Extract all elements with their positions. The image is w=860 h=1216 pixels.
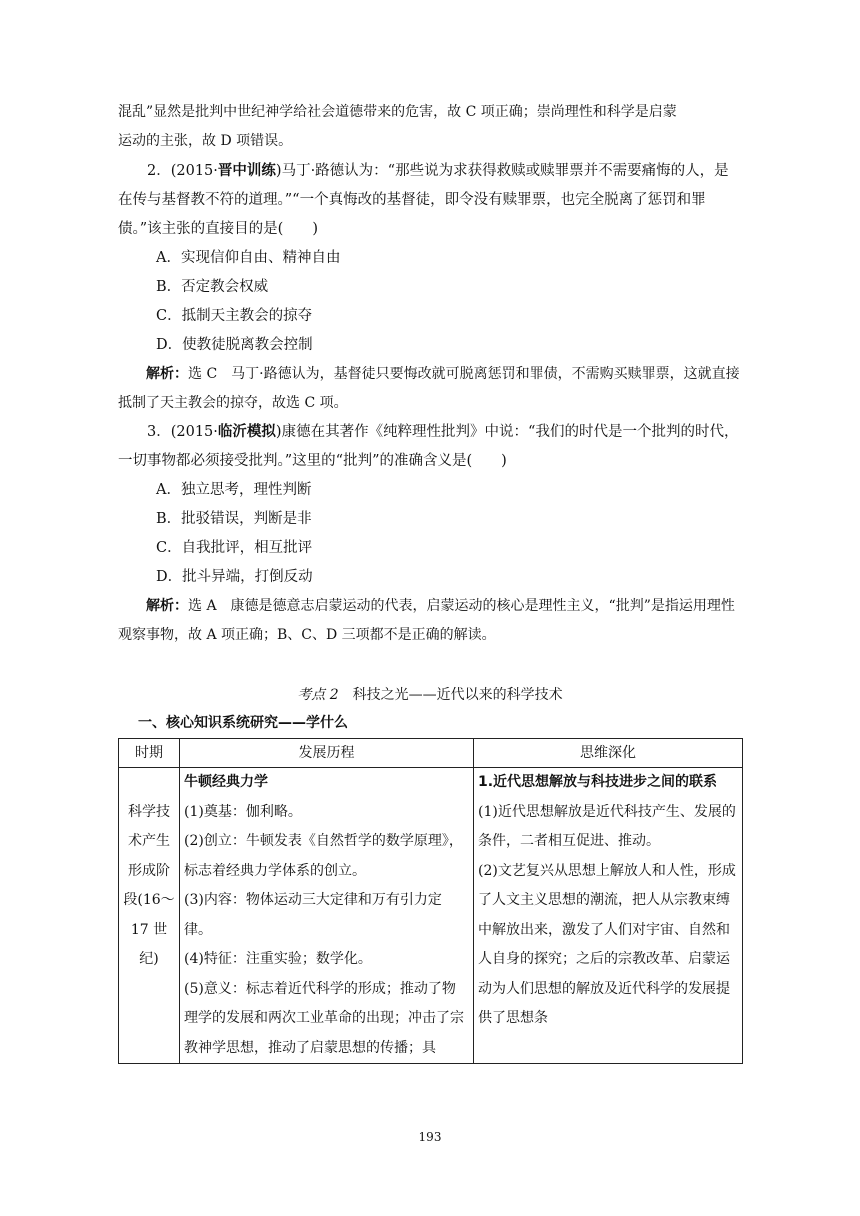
thinking-title: 1.近代思想解放与科技进步之间的联系 xyxy=(478,774,718,790)
option-b: B．否定教会权威 xyxy=(156,279,269,295)
question-stem xyxy=(118,418,742,476)
answer-explanation xyxy=(118,592,742,650)
intro-line: 运动的主张，故 D 项错误。 xyxy=(118,133,293,149)
answer-text: 选 C 马丁·路德认为，基督徒只要悔改就可脱离惩罚和罪债，不需购买赎罪票，这就直接抵制了天主教会的掠夺，故选 C 项。 xyxy=(118,366,740,411)
option-c: C．自我批评，相互批评 xyxy=(156,540,313,556)
development-cell xyxy=(180,768,474,1064)
header-thinking: 思维深化 xyxy=(474,739,743,768)
option-a: A．独立思考，理性判断 xyxy=(156,482,312,498)
option-b: B．批驳错误，判断是非 xyxy=(156,511,312,527)
answer-label: 解析： xyxy=(146,598,188,614)
question-2 xyxy=(118,157,742,418)
thinking-item: (2)文艺复兴从思想上解放人和人性，形成了人文主义思想的潮流，把人从宗教束缚中解放出来，激发了人们对宇宙、自然和人自身的探究；之后的宗教改革、启蒙运动为人们思想的解放及近代科学的发展提供了思想条 xyxy=(478,862,736,1026)
development-item: (3)内容：物体运动三大定律和万有引力定律。 xyxy=(184,892,442,938)
development-title: 牛顿经典力学 xyxy=(184,774,268,790)
answer-explanation xyxy=(118,360,742,418)
question-3 xyxy=(118,418,742,650)
option-a: A．实现信仰自由、精神自由 xyxy=(156,250,341,266)
question-text: )康德在其著作《纯粹理性批判》中说：“我们的时代是一个批判的时代，一切事物都必须接受批判。”这里的“批判”的准确含义是( ) xyxy=(118,424,739,469)
question-text: )马丁·路德认为：“那些说为求获得救赎或赎罪票并不需要痛悔的人，是在传与基督教不符的道理。”“一个真悔改的基督徒，即令没有赎罪票，也完全脱离了惩罚和罪债。”该主张的直接目的是( ) xyxy=(118,163,729,237)
option-d: D．批斗异端，打倒反动 xyxy=(156,569,313,585)
answer-label: 解析： xyxy=(146,366,188,382)
development-item: (2)创立：牛顿发表《自然哲学的数学原理》，标志着经典力学体系的创立。 xyxy=(184,833,463,879)
question-source: 晋中训练 xyxy=(217,163,276,179)
option-c: C．抵制天主教会的掠夺 xyxy=(156,308,313,324)
period-text: 科学技术产生形成阶段(16～17 世纪) xyxy=(123,803,175,967)
knowledge-table xyxy=(118,738,743,1064)
page-number: 193 xyxy=(418,1130,442,1144)
period-cell xyxy=(119,768,180,1064)
answer-text: 选 A 康德是德意志启蒙运动的代表，启蒙运动的核心是理性主义，“批判”是指运用理性观察事物，故 A 项正确；B、C、D 三项都不是正确的解读。 xyxy=(118,598,735,643)
development-item: (1)奠基：伽利略。 xyxy=(184,803,302,820)
section-title-text: 科技之光——近代以来的科学技术 xyxy=(352,687,563,703)
section-title xyxy=(118,684,742,706)
page-content xyxy=(118,98,742,1064)
section-point: 考点 2 xyxy=(297,687,339,703)
thinking-item: (1)近代思想解放是近代科技产生、发展的条件，二者相互促进、推动。 xyxy=(478,803,736,849)
table-row xyxy=(119,768,743,1064)
question-number: 2．(2015· xyxy=(147,163,218,179)
table-header-row xyxy=(119,739,743,768)
thinking-cell xyxy=(474,768,743,1064)
intro-line: 混乱”显然是批判中世纪神学给社会道德带来的危害，故 C 项正确；崇尚理性和科学是启蒙 xyxy=(118,104,677,120)
development-item: (4)特征：注重实验；数学化。 xyxy=(184,951,372,967)
development-item: (5)意义：标志着近代科学的形成；推动了物理学的发展和两次工业革命的出现；冲击了宗教神学思想，推动了启蒙思想的传播；具 xyxy=(184,980,464,1056)
question-stem xyxy=(118,157,742,244)
header-development: 发展历程 xyxy=(180,739,474,768)
section-subtitle: 一、核心知识系统研究——学什么 xyxy=(138,715,348,731)
option-d: D．使教徒脱离教会控制 xyxy=(156,337,313,353)
question-number: 3．(2015· xyxy=(147,424,218,440)
question-source: 临沂模拟 xyxy=(217,424,276,440)
header-period: 时期 xyxy=(119,739,180,768)
